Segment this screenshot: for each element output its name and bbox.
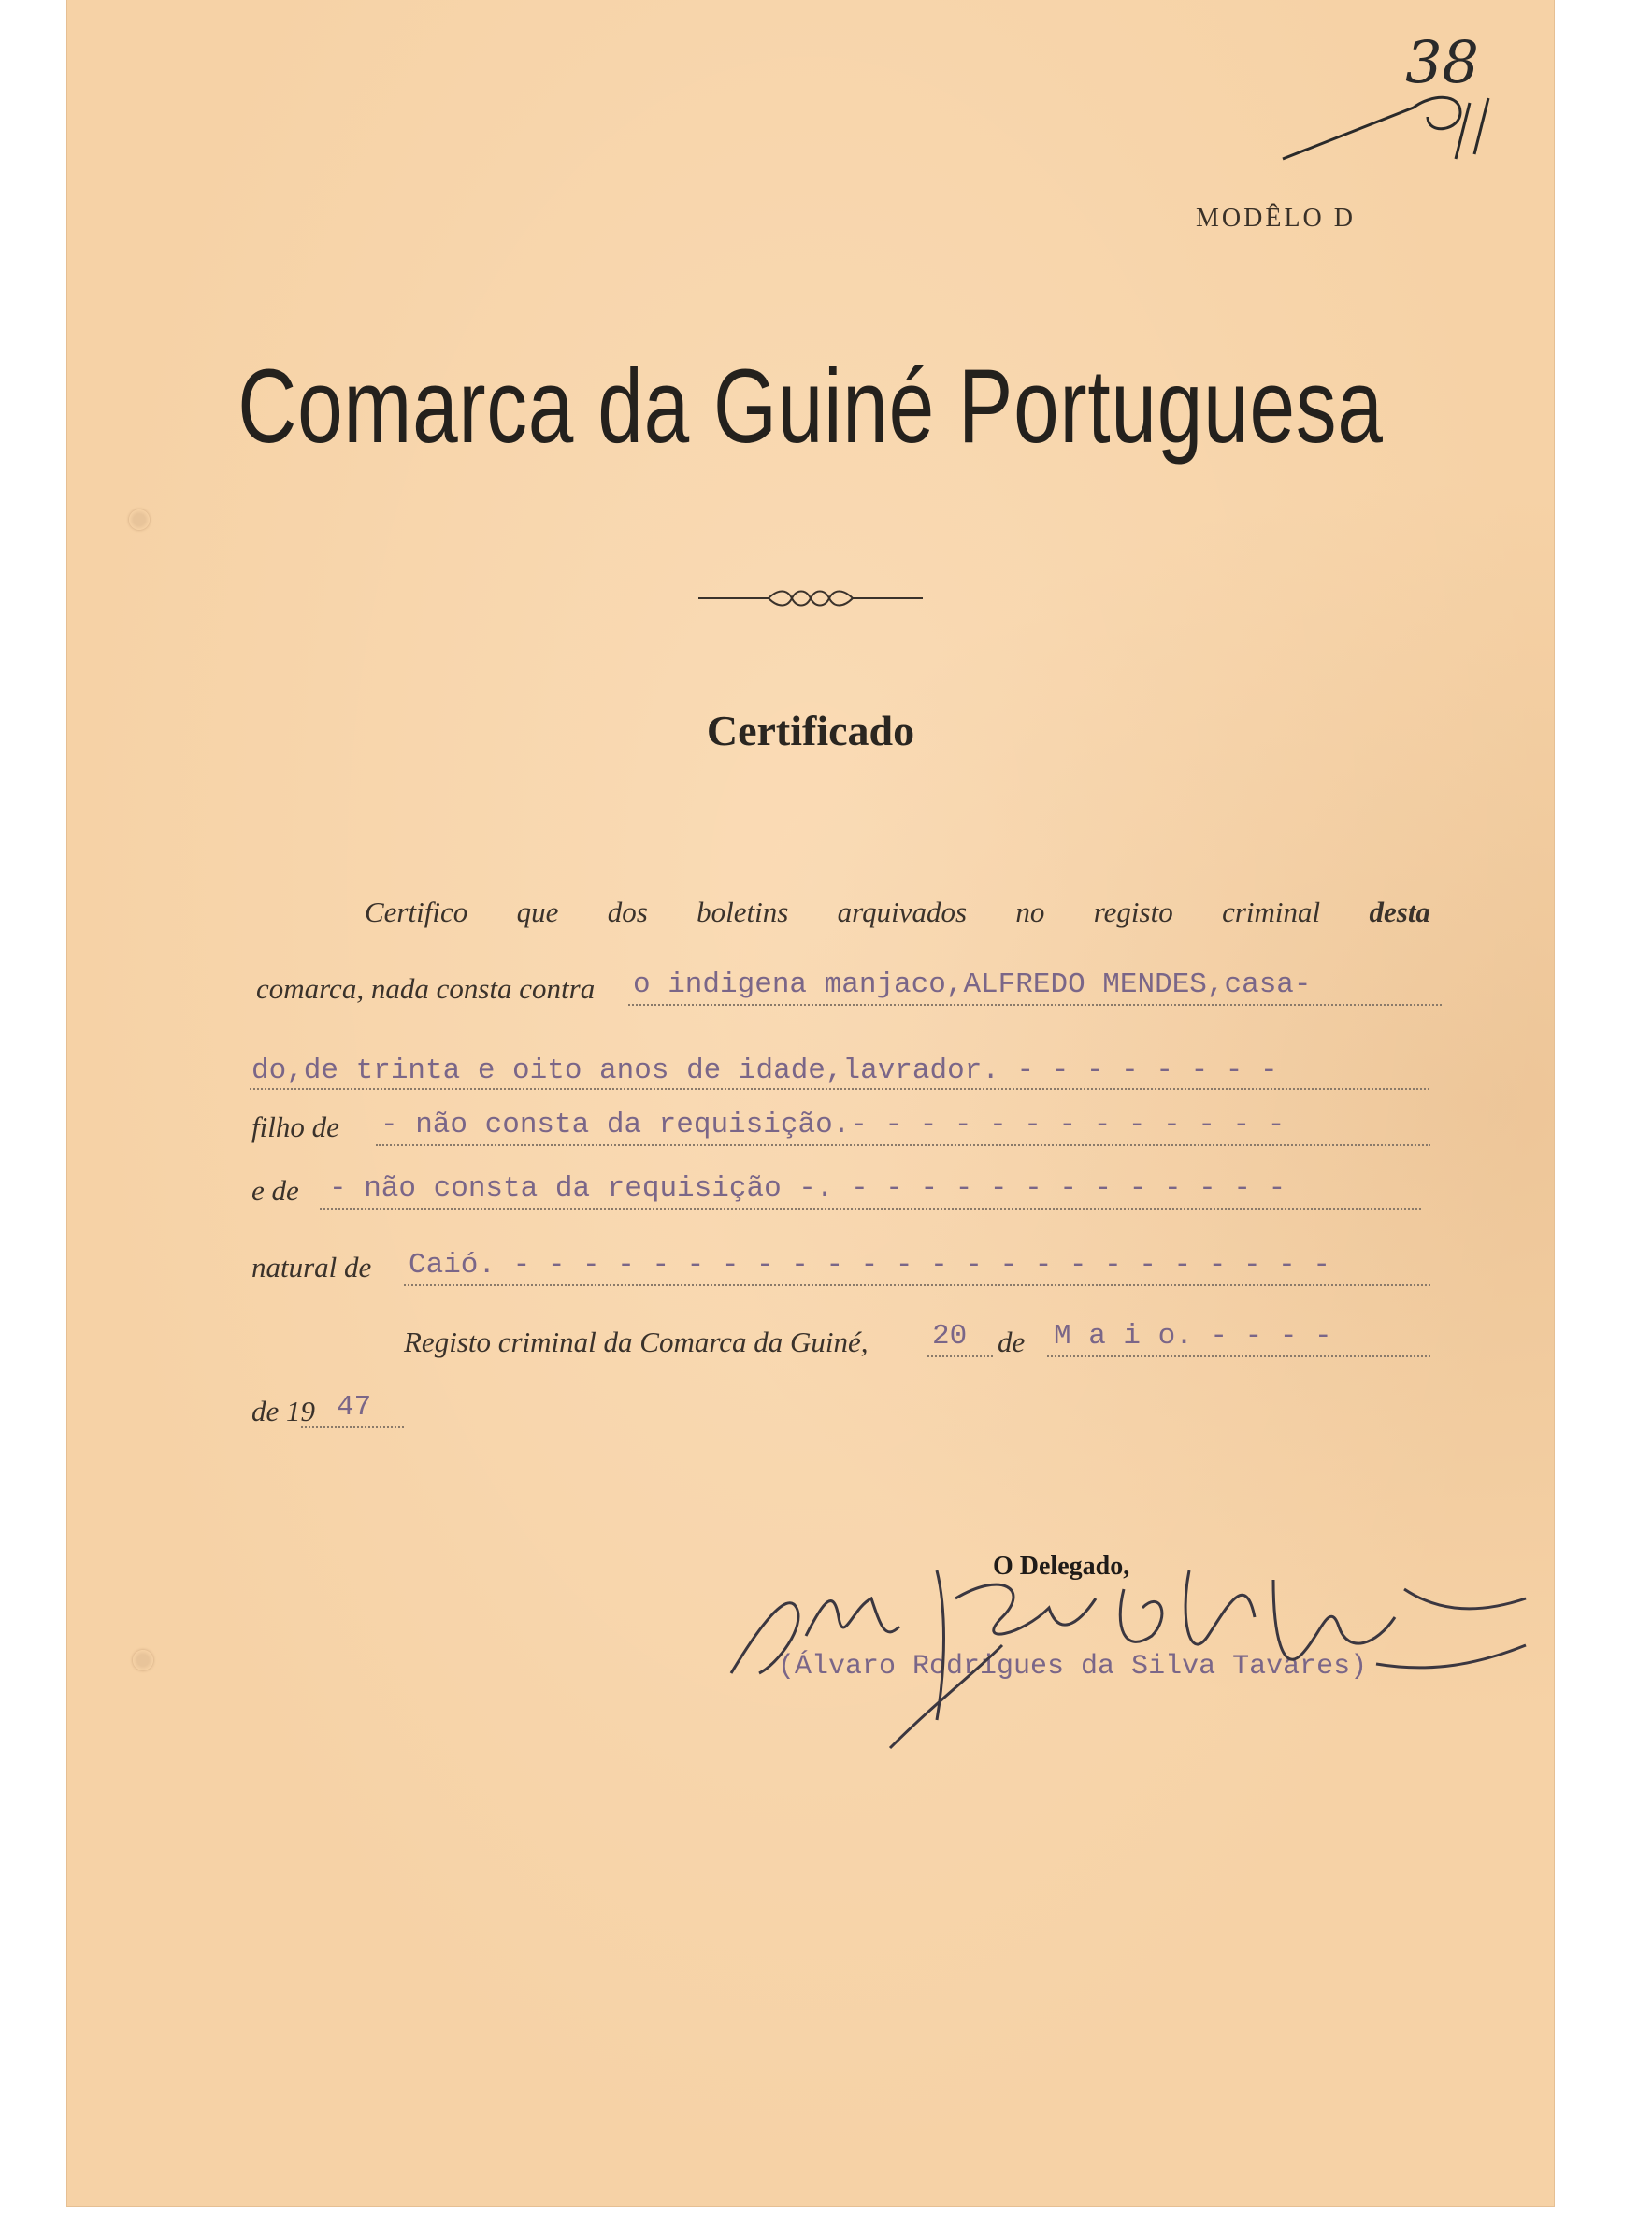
punch-hole	[133, 1650, 153, 1670]
certify-word: Certifico	[365, 896, 468, 928]
certify-word: criminal	[1222, 896, 1321, 928]
year-suffix: 47	[337, 1391, 372, 1424]
year-prefix: de 19	[251, 1395, 316, 1427]
dotted-rule	[404, 1284, 1430, 1286]
dotted-rule	[376, 1144, 1430, 1146]
subject-details-typed: do,de trinta e oito anos de idade,lavrador. - - - - - - - -	[251, 1054, 1278, 1087]
page-title: Comarca da Guiné Portuguesa	[237, 348, 1384, 465]
certify-word: que	[516, 896, 559, 928]
model-label: MODÊLO D	[1196, 204, 1356, 233]
father-label: filho de	[251, 1111, 339, 1143]
certify-word: dos	[607, 896, 648, 928]
signer-name: (Álvaro Rodrigues da Silva Tavares)	[778, 1651, 1368, 1683]
dotted-rule	[301, 1426, 404, 1428]
birthplace-value: Caió. - - - - - - - - - - - - - - - - - - - - - - - -	[409, 1249, 1330, 1282]
registry-month: M a i o. - - - -	[1054, 1320, 1332, 1353]
divider-ornament-icon	[698, 580, 923, 617]
handwritten-signature	[722, 1533, 1544, 1757]
certificate-page	[67, 0, 1554, 2206]
folio-number: 38	[1405, 28, 1479, 96]
registry-label: Registo criminal da Comarca da Guiné,	[404, 1326, 869, 1358]
birthplace-label: natural de	[251, 1251, 372, 1283]
certify-word: desta	[1369, 896, 1430, 928]
mother-label: e de	[251, 1174, 299, 1207]
registry-de-label: de	[998, 1326, 1026, 1358]
registry-day: 20	[932, 1320, 968, 1353]
certify-word: boletins	[697, 896, 789, 928]
certify-word: no	[1015, 896, 1045, 928]
father-value: - não consta da requisição.- - - - - - - - - - - - -	[381, 1109, 1286, 1141]
certify-word: registo	[1093, 896, 1173, 928]
document-heading: Certificado	[706, 707, 915, 754]
dotted-rule	[628, 1004, 1442, 1006]
dotted-rule	[1047, 1355, 1430, 1357]
certify-line	[365, 896, 1430, 929]
comarca-label: comarca, nada consta contra	[256, 972, 596, 1005]
mother-value: - não consta da requisição -. - - - - - - - - - - - - -	[329, 1172, 1286, 1205]
folio-mark-icon	[1273, 56, 1554, 168]
certify-word: arquivados	[837, 896, 968, 928]
dotted-rule	[320, 1208, 1421, 1210]
subject-typed: o indigena manjaco,ALFREDO MENDES,casa-	[633, 968, 1312, 1001]
delegado-label: O Delegado,	[993, 1552, 1130, 1581]
punch-hole	[129, 509, 150, 530]
dotted-rule	[250, 1088, 1429, 1090]
dotted-rule	[927, 1355, 993, 1357]
